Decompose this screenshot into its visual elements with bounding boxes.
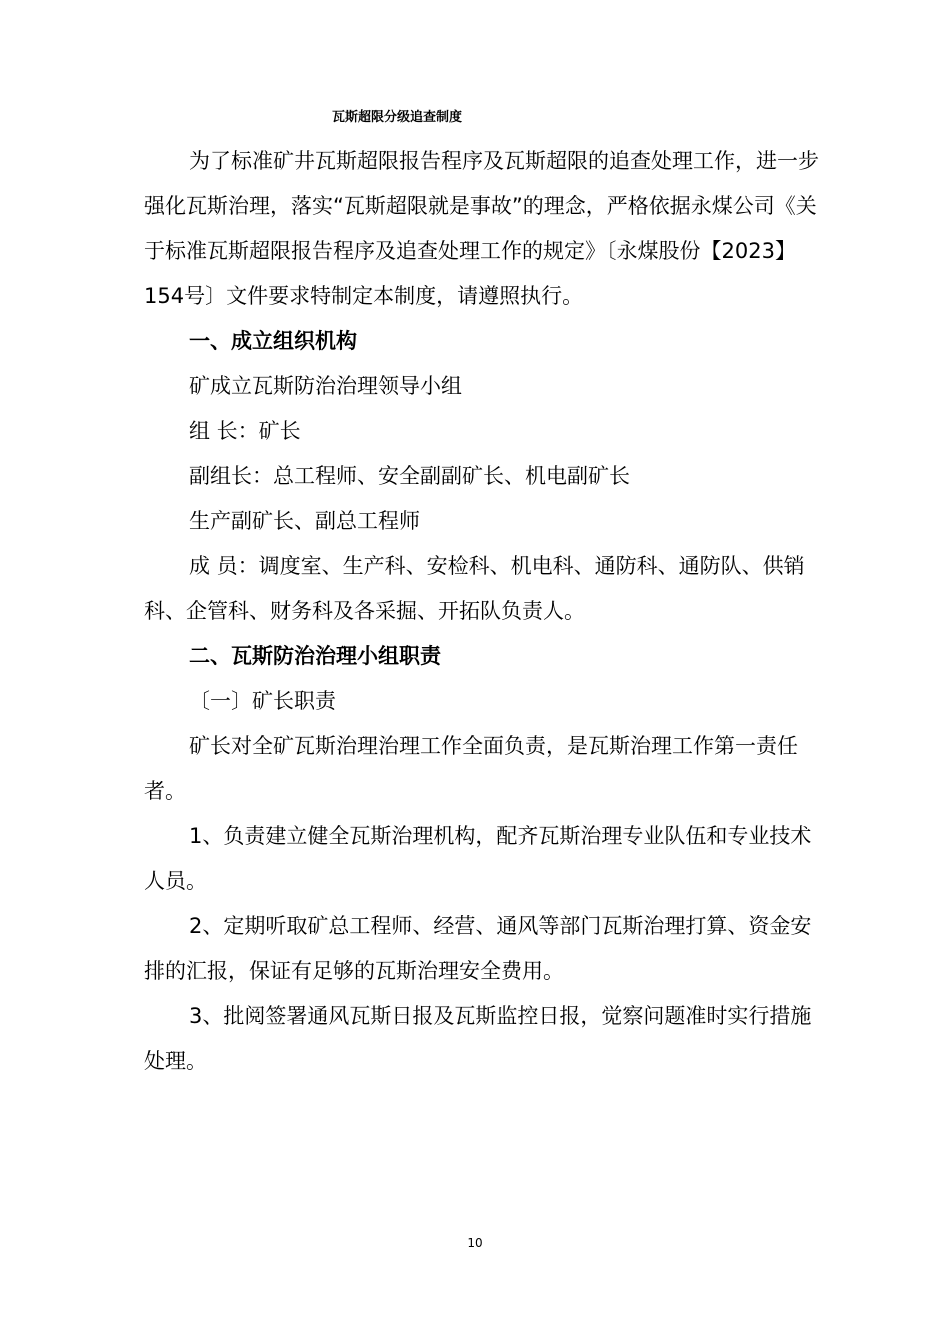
page-number: 10	[467, 1236, 483, 1250]
members-paragraph: 成 员：调度室、生产科、安检科、机电科、通防科、通防队、供销科、企管科、财务科及各采掘、开拓队负责人。	[144, 554, 805, 623]
duty-item-3: 3、批阅签署通风瓦斯日报及瓦斯监控日报，觉察问题准时实行措施处理。	[144, 1004, 812, 1073]
section-heading-organization: 一、成立组织机构	[189, 329, 357, 353]
document-body	[144, 139, 824, 1084]
section-heading-duties: 二、瓦斯防治治理小组职责	[189, 644, 441, 668]
document-title: 瓦斯超限分级追查制度	[332, 110, 463, 125]
director-responsibility-paragraph: 矿长对全矿瓦斯治理治理工作全面负责，是瓦斯治理工作第一责任者。	[144, 734, 798, 803]
duty-item-2: 2、定期听取矿总工程师、经营、通风等部门瓦斯治理打算、资金安排的汇报，保证有足够的瓦斯治理安全费用。	[144, 914, 812, 983]
subsection-heading-director: 〔一〕矿长职责	[189, 689, 336, 713]
group-leader-line: 组 长：矿长	[189, 419, 301, 443]
intro-paragraph: 为了标准矿井瓦斯超限报告程序及瓦斯超限的追查处理工作，进一步强化瓦斯治理，落实“瓦斯超限就是事故”的理念，严格依据永煤公司《关于标准瓦斯超限报告程序及追查处理工作的规定》〔永煤股份【2023】154号〕文件要求特制定本制度，请遵照执行。	[144, 149, 819, 308]
deputy-leader-continued-line: 生产副矿长、副总工程师	[189, 509, 420, 533]
duty-item-1: 1、负责建立健全瓦斯治理机构，配齐瓦斯治理专业队伍和专业技术人员。	[144, 824, 812, 893]
leadership-group-line: 矿成立瓦斯防治治理领导小组	[189, 374, 462, 398]
deputy-leader-line: 副组长：总工程师、安全副副矿长、机电副矿长	[189, 464, 630, 488]
